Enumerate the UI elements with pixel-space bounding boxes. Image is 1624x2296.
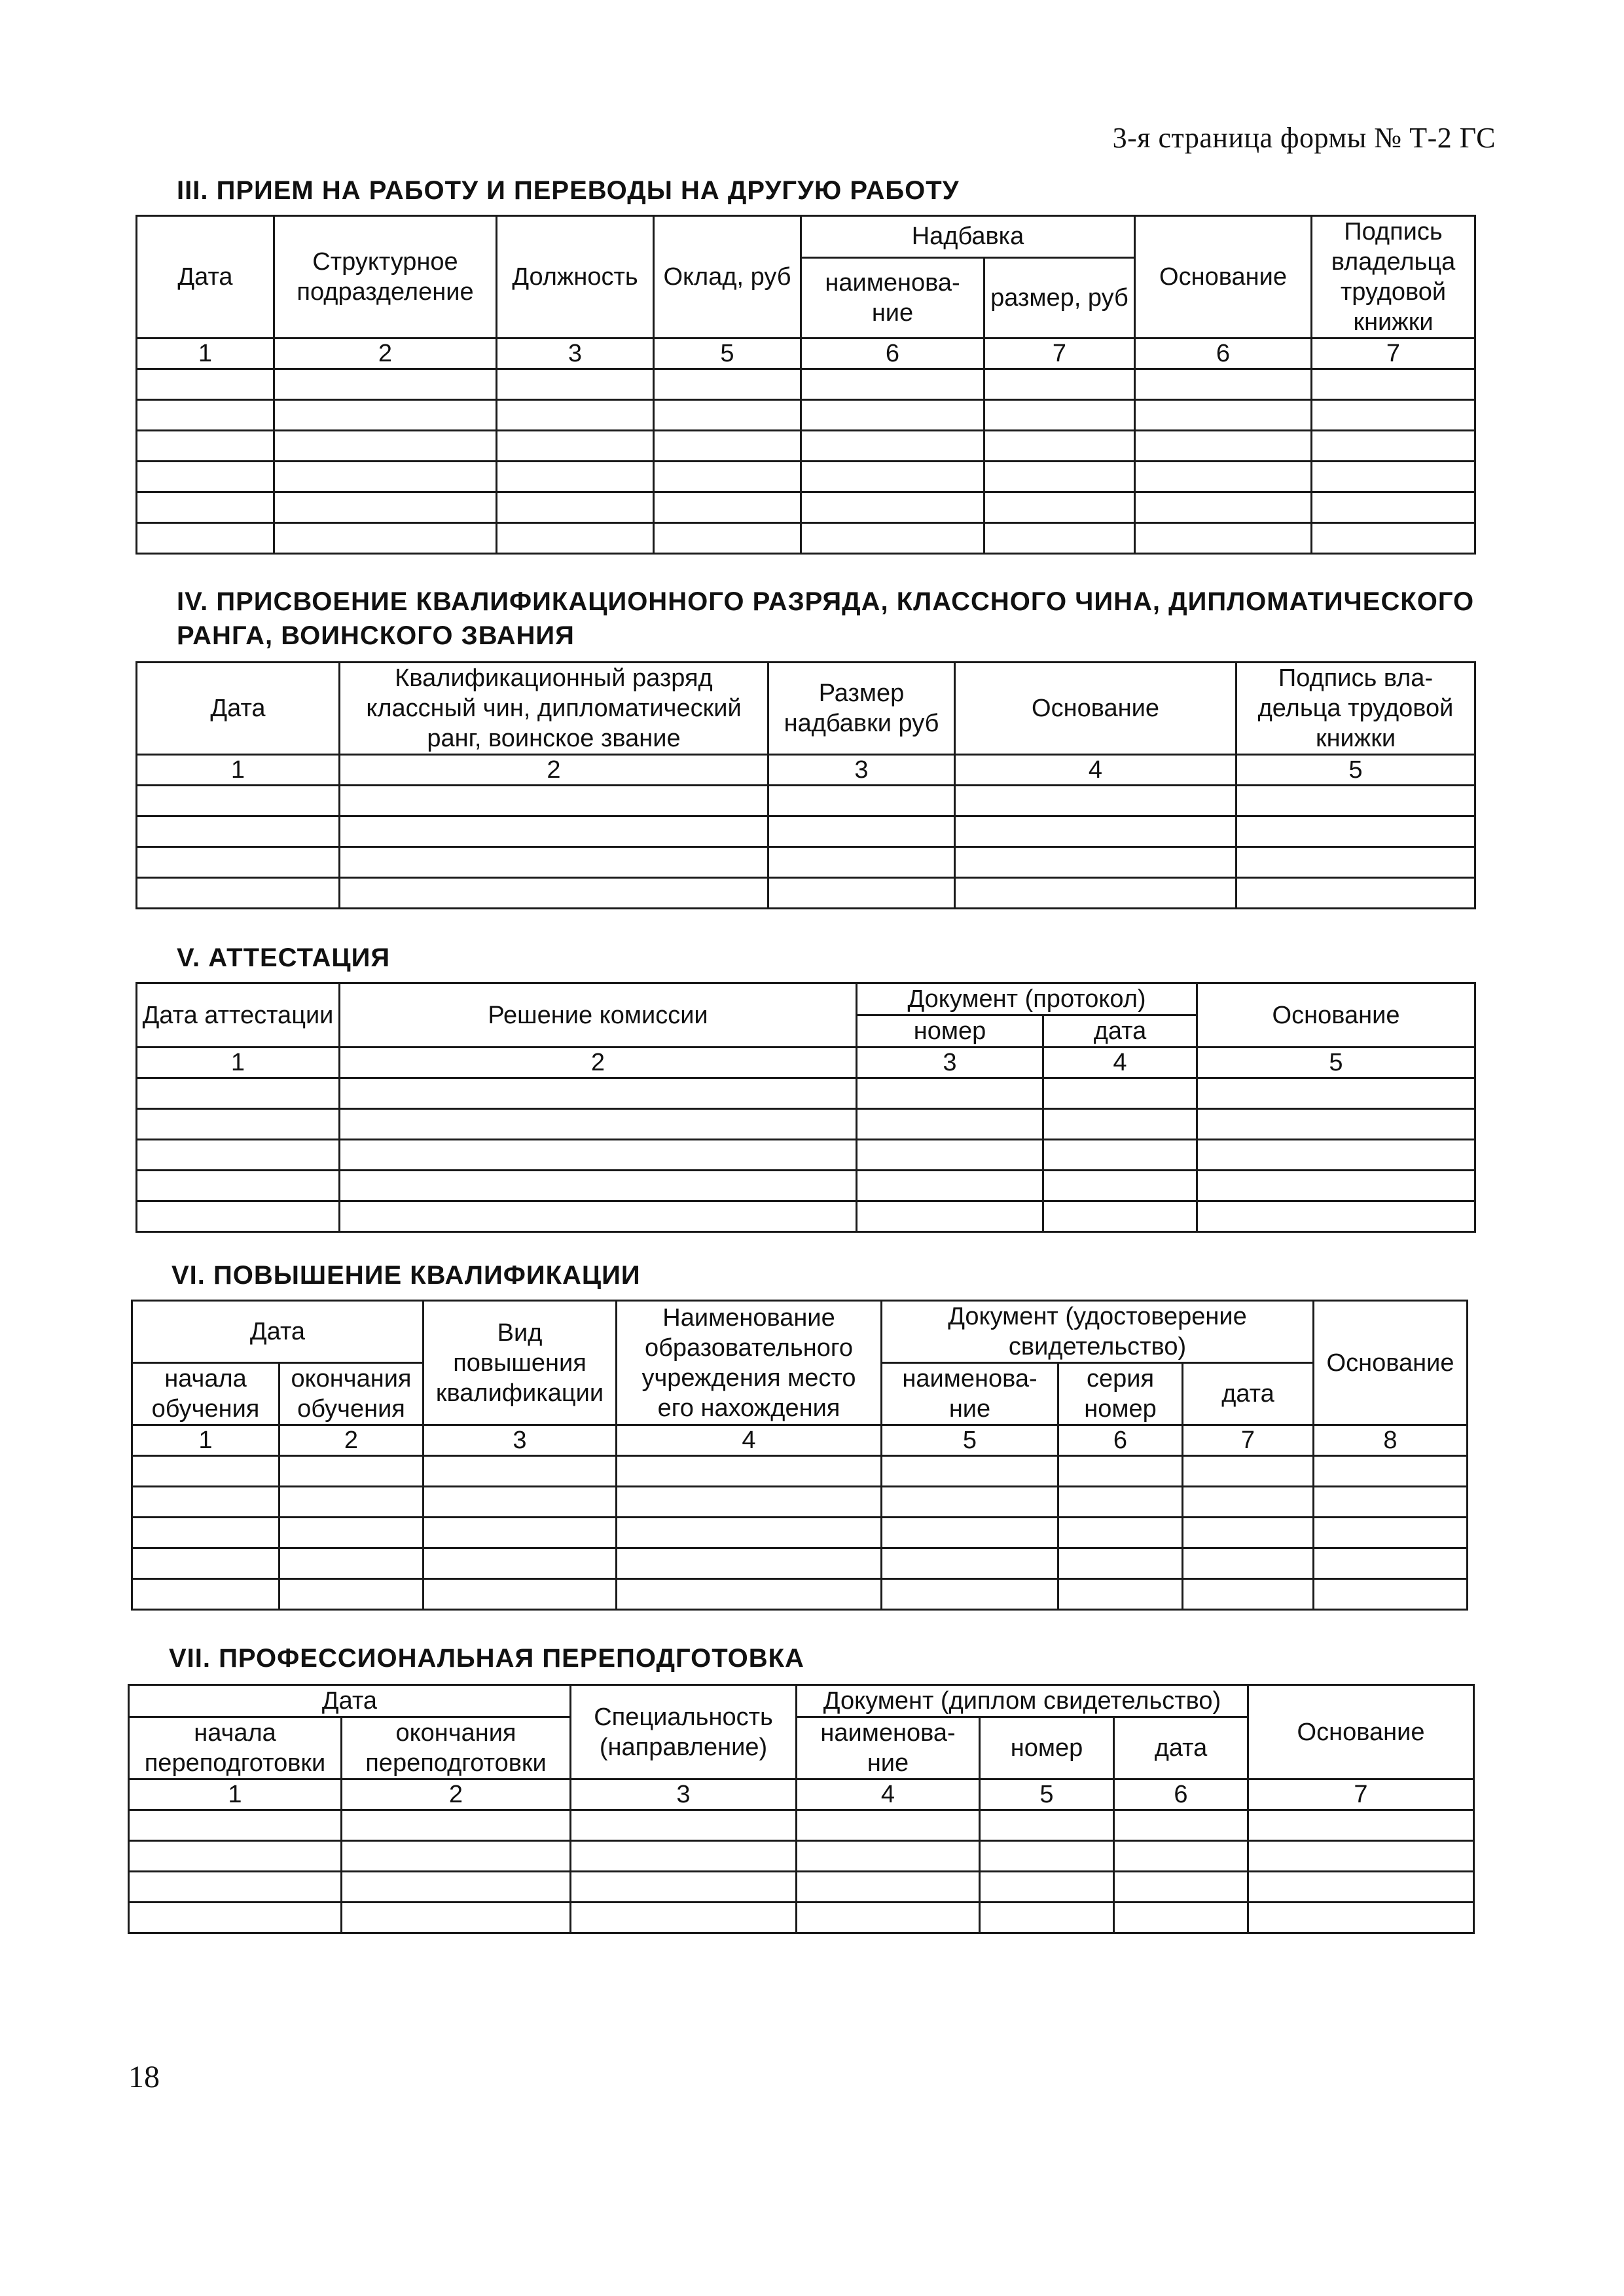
- table-row: [132, 1548, 1468, 1579]
- empty-cell[interactable]: [137, 462, 274, 492]
- empty-cell[interactable]: [654, 523, 801, 554]
- empty-cell[interactable]: [340, 1140, 857, 1171]
- header-cell: наименова-ние: [797, 1717, 980, 1779]
- section-3-title: III. ПРИЕМ НА РАБОТУ И ПЕРЕВОДЫ НА ДРУГУЮ РАБОТУ: [177, 176, 960, 205]
- header-cell: Подпись вла-дельца трудовой книжки: [1236, 663, 1475, 755]
- empty-cell[interactable]: [1236, 847, 1475, 878]
- column-number-row: [132, 1425, 1468, 1456]
- empty-cell[interactable]: [1248, 1810, 1474, 1841]
- column-number: 2: [274, 338, 497, 369]
- empty-cell[interactable]: [1114, 1872, 1248, 1903]
- header-cell: размер, руб: [984, 257, 1135, 338]
- empty-cell[interactable]: [1058, 1456, 1183, 1487]
- header-cell: Размер надбавки руб: [768, 663, 955, 755]
- table-row: [132, 1579, 1468, 1610]
- column-number-row: [137, 338, 1475, 369]
- column-number-row: [137, 755, 1475, 786]
- column-number: 7: [1183, 1425, 1314, 1456]
- empty-cell[interactable]: [617, 1487, 882, 1518]
- empty-cell[interactable]: [1183, 1456, 1314, 1487]
- empty-cell[interactable]: [1248, 1903, 1474, 1933]
- empty-cell[interactable]: [1314, 1548, 1468, 1579]
- empty-cell[interactable]: [654, 492, 801, 523]
- header-cell: Квалификационный разряд классный чин, дипломатический ранг, воинское звание: [340, 663, 768, 755]
- empty-cell[interactable]: [274, 462, 497, 492]
- empty-cell[interactable]: [137, 1171, 340, 1201]
- header-cell: Основание: [955, 663, 1236, 755]
- table-row: [129, 1841, 1474, 1872]
- header-cell: Основание: [1197, 983, 1475, 1048]
- empty-cell[interactable]: [137, 878, 340, 909]
- table-row: [137, 523, 1475, 554]
- empty-cell[interactable]: [340, 786, 768, 816]
- empty-cell[interactable]: [955, 816, 1236, 847]
- empty-cell[interactable]: [984, 462, 1135, 492]
- empty-cell[interactable]: [984, 492, 1135, 523]
- empty-cell[interactable]: [654, 400, 801, 431]
- column-number: 1: [137, 755, 340, 786]
- table-row: [137, 1078, 1475, 1109]
- table-row: [137, 431, 1475, 462]
- empty-cell[interactable]: [137, 523, 274, 554]
- column-number-row: [137, 1048, 1475, 1078]
- column-number: 6: [1135, 338, 1312, 369]
- column-number-row: [129, 1779, 1474, 1810]
- empty-cell[interactable]: [1135, 369, 1312, 400]
- empty-cell[interactable]: [424, 1456, 617, 1487]
- empty-cell[interactable]: [137, 400, 274, 431]
- table-row: [137, 1201, 1475, 1232]
- empty-cell[interactable]: [955, 847, 1236, 878]
- empty-cell[interactable]: [955, 786, 1236, 816]
- empty-cell[interactable]: [280, 1518, 424, 1548]
- header-cell: Решение комиссии: [340, 983, 857, 1048]
- empty-cell[interactable]: [654, 462, 801, 492]
- header-cell: Дата: [137, 663, 340, 755]
- header-row: [137, 983, 1475, 1015]
- table-row: [137, 462, 1475, 492]
- empty-cell[interactable]: [1197, 1171, 1475, 1201]
- empty-cell[interactable]: [497, 400, 654, 431]
- empty-cell[interactable]: [274, 492, 497, 523]
- header-row: [137, 216, 1475, 258]
- column-number: 5: [1236, 755, 1475, 786]
- empty-cell[interactable]: [617, 1456, 882, 1487]
- empty-cell[interactable]: [1312, 400, 1475, 431]
- empty-cell[interactable]: [1312, 431, 1475, 462]
- empty-cell[interactable]: [797, 1903, 980, 1933]
- empty-cell[interactable]: [497, 523, 654, 554]
- empty-cell[interactable]: [274, 369, 497, 400]
- empty-cell[interactable]: [1312, 492, 1475, 523]
- empty-cell[interactable]: [1058, 1548, 1183, 1579]
- empty-cell[interactable]: [497, 492, 654, 523]
- empty-cell[interactable]: [1043, 1109, 1197, 1140]
- empty-cell[interactable]: [1183, 1579, 1314, 1610]
- header-cell: Основание: [1314, 1301, 1468, 1425]
- header-row: [132, 1301, 1468, 1363]
- empty-cell[interactable]: [132, 1487, 280, 1518]
- header-cell: Документ (протокол): [857, 983, 1197, 1015]
- empty-cell[interactable]: [342, 1810, 571, 1841]
- header-cell: Документ (удостоверение свидетельство): [882, 1301, 1314, 1363]
- empty-cell[interactable]: [340, 816, 768, 847]
- empty-cell[interactable]: [984, 431, 1135, 462]
- empty-cell[interactable]: [801, 492, 984, 523]
- table-row: [137, 369, 1475, 400]
- empty-cell[interactable]: [617, 1518, 882, 1548]
- column-number: 1: [137, 1048, 340, 1078]
- empty-cell[interactable]: [342, 1903, 571, 1933]
- empty-cell[interactable]: [1114, 1810, 1248, 1841]
- column-number: 7: [1248, 1779, 1474, 1810]
- empty-cell[interactable]: [1248, 1872, 1474, 1903]
- column-number: 1: [132, 1425, 280, 1456]
- empty-cell[interactable]: [132, 1518, 280, 1548]
- empty-cell[interactable]: [280, 1456, 424, 1487]
- empty-cell[interactable]: [280, 1487, 424, 1518]
- empty-cell[interactable]: [1043, 1171, 1197, 1201]
- table-row: [137, 492, 1475, 523]
- empty-cell[interactable]: [129, 1872, 342, 1903]
- empty-cell[interactable]: [801, 462, 984, 492]
- empty-cell[interactable]: [340, 1171, 857, 1201]
- empty-cell[interactable]: [340, 847, 768, 878]
- empty-cell[interactable]: [955, 878, 1236, 909]
- empty-cell[interactable]: [1197, 1078, 1475, 1109]
- empty-cell[interactable]: [1314, 1456, 1468, 1487]
- empty-cell[interactable]: [980, 1903, 1114, 1933]
- header-cell: номер: [980, 1717, 1114, 1779]
- header-cell: Документ (диплом свидетельство): [797, 1685, 1248, 1717]
- header-row: [129, 1685, 1474, 1717]
- header-cell: Дата: [132, 1301, 424, 1363]
- empty-cell[interactable]: [980, 1841, 1114, 1872]
- table-row: [137, 786, 1475, 816]
- empty-cell[interactable]: [857, 1201, 1043, 1232]
- empty-cell[interactable]: [882, 1579, 1058, 1610]
- empty-cell[interactable]: [882, 1487, 1058, 1518]
- header-cell: Дата: [129, 1685, 571, 1717]
- empty-cell[interactable]: [1114, 1903, 1248, 1933]
- empty-cell[interactable]: [137, 369, 274, 400]
- empty-cell[interactable]: [617, 1548, 882, 1579]
- empty-cell[interactable]: [137, 431, 274, 462]
- empty-cell[interactable]: [1183, 1548, 1314, 1579]
- header-cell: Основание: [1135, 216, 1312, 338]
- header-cell: дата: [1114, 1717, 1248, 1779]
- empty-cell[interactable]: [1043, 1201, 1197, 1232]
- column-number: 4: [617, 1425, 882, 1456]
- header-cell: Надбавка: [801, 216, 1135, 258]
- page-number: 18: [128, 2060, 160, 2094]
- empty-cell[interactable]: [1135, 431, 1312, 462]
- empty-cell[interactable]: [984, 523, 1135, 554]
- empty-cell[interactable]: [1197, 1140, 1475, 1171]
- header-cell: Структурное подразделение: [274, 216, 497, 338]
- empty-cell[interactable]: [1135, 523, 1312, 554]
- section-5-title: V. АТТЕСТАЦИЯ: [177, 943, 391, 972]
- column-number: 4: [797, 1779, 980, 1810]
- empty-cell[interactable]: [137, 492, 274, 523]
- empty-cell[interactable]: [497, 431, 654, 462]
- header-cell: Дата аттестации: [137, 983, 340, 1048]
- empty-cell[interactable]: [274, 523, 497, 554]
- section-7-title: VII. ПРОФЕССИОНАЛЬНАЯ ПЕРЕПОДГОТОВКА: [169, 1644, 804, 1673]
- column-number: 6: [1058, 1425, 1183, 1456]
- empty-cell[interactable]: [1058, 1579, 1183, 1610]
- empty-cell[interactable]: [654, 369, 801, 400]
- table-row: [132, 1456, 1468, 1487]
- table-row: [129, 1810, 1474, 1841]
- empty-cell[interactable]: [857, 1078, 1043, 1109]
- empty-cell[interactable]: [1043, 1078, 1197, 1109]
- column-number: 5: [980, 1779, 1114, 1810]
- empty-cell[interactable]: [984, 400, 1135, 431]
- empty-cell[interactable]: [497, 462, 654, 492]
- empty-cell[interactable]: [1312, 369, 1475, 400]
- empty-cell[interactable]: [571, 1810, 797, 1841]
- empty-cell[interactable]: [137, 1201, 340, 1232]
- empty-cell[interactable]: [132, 1456, 280, 1487]
- header-cell: Оклад, руб: [654, 216, 801, 338]
- table-row: [137, 400, 1475, 431]
- empty-cell[interactable]: [980, 1810, 1114, 1841]
- empty-cell[interactable]: [274, 431, 497, 462]
- header-cell: окончания переподготовки: [342, 1717, 571, 1779]
- empty-cell[interactable]: [274, 400, 497, 431]
- column-number: 3: [497, 338, 654, 369]
- empty-cell[interactable]: [882, 1518, 1058, 1548]
- empty-cell[interactable]: [342, 1872, 571, 1903]
- empty-cell[interactable]: [137, 847, 340, 878]
- table-row: [132, 1487, 1468, 1518]
- empty-cell[interactable]: [797, 1810, 980, 1841]
- empty-cell[interactable]: [980, 1872, 1114, 1903]
- empty-cell[interactable]: [617, 1579, 882, 1610]
- empty-cell[interactable]: [1043, 1140, 1197, 1171]
- table-row: [137, 1140, 1475, 1171]
- empty-cell[interactable]: [768, 878, 955, 909]
- empty-cell[interactable]: [497, 369, 654, 400]
- empty-cell[interactable]: [132, 1548, 280, 1579]
- empty-cell[interactable]: [137, 816, 340, 847]
- column-number: 2: [340, 1048, 857, 1078]
- empty-cell[interactable]: [571, 1872, 797, 1903]
- header-cell: Дата: [137, 216, 274, 338]
- empty-cell[interactable]: [571, 1903, 797, 1933]
- empty-cell[interactable]: [1114, 1841, 1248, 1872]
- empty-cell[interactable]: [1248, 1841, 1474, 1872]
- section-7-table: [128, 1684, 1475, 1934]
- column-number: 2: [340, 755, 768, 786]
- empty-cell[interactable]: [340, 1109, 857, 1140]
- empty-cell[interactable]: [132, 1579, 280, 1610]
- table-row: [132, 1518, 1468, 1548]
- section-6-title: VI. ПОВЫШЕНИЕ КВАЛИФИКАЦИИ: [171, 1261, 641, 1290]
- header-cell: Специальность (направление): [571, 1685, 797, 1779]
- section-3-table: [135, 215, 1476, 555]
- empty-cell[interactable]: [340, 1078, 857, 1109]
- header-cell: Подпись владельца трудовой книжки: [1312, 216, 1475, 338]
- table-row: [137, 1171, 1475, 1201]
- empty-cell[interactable]: [424, 1518, 617, 1548]
- empty-cell[interactable]: [801, 400, 984, 431]
- empty-cell[interactable]: [340, 1201, 857, 1232]
- empty-cell[interactable]: [797, 1841, 980, 1872]
- section-6-table: [131, 1300, 1468, 1611]
- column-number: 3: [424, 1425, 617, 1456]
- empty-cell[interactable]: [768, 786, 955, 816]
- column-number: 4: [1043, 1048, 1197, 1078]
- empty-cell[interactable]: [768, 847, 955, 878]
- column-number: 5: [654, 338, 801, 369]
- empty-cell[interactable]: [768, 816, 955, 847]
- table-row: [137, 878, 1475, 909]
- column-number: 1: [137, 338, 274, 369]
- empty-cell[interactable]: [857, 1140, 1043, 1171]
- empty-cell[interactable]: [857, 1171, 1043, 1201]
- empty-cell[interactable]: [1197, 1109, 1475, 1140]
- empty-cell[interactable]: [1183, 1518, 1314, 1548]
- header-cell: наименова-ние: [801, 257, 984, 338]
- empty-cell[interactable]: [1314, 1487, 1468, 1518]
- column-number: 5: [1197, 1048, 1475, 1078]
- empty-cell[interactable]: [1135, 462, 1312, 492]
- column-number: 3: [571, 1779, 797, 1810]
- section-4-table: [135, 661, 1476, 909]
- empty-cell[interactable]: [882, 1456, 1058, 1487]
- empty-cell[interactable]: [342, 1841, 571, 1872]
- header-cell: Основание: [1248, 1685, 1474, 1779]
- empty-cell[interactable]: [137, 1109, 340, 1140]
- empty-cell[interactable]: [1312, 523, 1475, 554]
- empty-cell[interactable]: [129, 1841, 342, 1872]
- header-cell: Наименование образовательного учреждения место его нахождения: [617, 1301, 882, 1425]
- column-number: 1: [129, 1779, 342, 1810]
- header-cell: начала обучения: [132, 1363, 280, 1425]
- column-number: 5: [882, 1425, 1058, 1456]
- column-number: 3: [857, 1048, 1043, 1078]
- column-number: 2: [342, 1779, 571, 1810]
- table-row: [137, 847, 1475, 878]
- header-cell: начала переподготовки: [129, 1717, 342, 1779]
- header-cell: дата: [1043, 1015, 1197, 1048]
- empty-cell[interactable]: [424, 1579, 617, 1610]
- column-number: 6: [1114, 1779, 1248, 1810]
- table-row: [137, 1109, 1475, 1140]
- empty-cell[interactable]: [882, 1548, 1058, 1579]
- empty-cell[interactable]: [1314, 1579, 1468, 1610]
- empty-cell[interactable]: [1058, 1518, 1183, 1548]
- empty-cell[interactable]: [1236, 878, 1475, 909]
- empty-cell[interactable]: [137, 1078, 340, 1109]
- empty-cell[interactable]: [1236, 786, 1475, 816]
- empty-cell[interactable]: [1312, 462, 1475, 492]
- table-row: [129, 1872, 1474, 1903]
- empty-cell[interactable]: [801, 523, 984, 554]
- table-row: [137, 816, 1475, 847]
- header-cell: окончания обучения: [280, 1363, 424, 1425]
- header-row: [137, 663, 1475, 755]
- empty-cell[interactable]: [424, 1487, 617, 1518]
- empty-cell[interactable]: [801, 431, 984, 462]
- empty-cell[interactable]: [797, 1872, 980, 1903]
- table-row: [129, 1903, 1474, 1933]
- empty-cell[interactable]: [1236, 816, 1475, 847]
- empty-cell[interactable]: [984, 369, 1135, 400]
- column-number: 4: [955, 755, 1236, 786]
- header-cell: номер: [857, 1015, 1043, 1048]
- header-cell: серия номер: [1058, 1363, 1183, 1425]
- empty-cell[interactable]: [1183, 1487, 1314, 1518]
- column-number: 7: [1312, 338, 1475, 369]
- empty-cell[interactable]: [137, 1140, 340, 1171]
- empty-cell[interactable]: [129, 1903, 342, 1933]
- empty-cell[interactable]: [801, 369, 984, 400]
- empty-cell[interactable]: [137, 786, 340, 816]
- header-cell: Вид повышения квалификации: [424, 1301, 617, 1425]
- column-number: 7: [984, 338, 1135, 369]
- column-number: 3: [768, 755, 955, 786]
- empty-cell[interactable]: [654, 431, 801, 462]
- column-number: 8: [1314, 1425, 1468, 1456]
- empty-cell[interactable]: [1135, 492, 1312, 523]
- section-5-table: [135, 982, 1476, 1233]
- form-label: 3-я страница формы № Т-2 ГС: [1112, 122, 1496, 154]
- header-cell: дата: [1183, 1363, 1314, 1425]
- empty-cell[interactable]: [1058, 1487, 1183, 1518]
- column-number: 2: [280, 1425, 424, 1456]
- column-number: 6: [801, 338, 984, 369]
- empty-cell[interactable]: [424, 1548, 617, 1579]
- header-cell: Должность: [497, 216, 654, 338]
- header-cell: наименова-ние: [882, 1363, 1058, 1425]
- empty-cell[interactable]: [571, 1841, 797, 1872]
- empty-cell[interactable]: [1314, 1518, 1468, 1548]
- empty-cell[interactable]: [280, 1579, 424, 1610]
- empty-cell[interactable]: [1197, 1201, 1475, 1232]
- empty-cell[interactable]: [280, 1548, 424, 1579]
- empty-cell[interactable]: [857, 1109, 1043, 1140]
- empty-cell[interactable]: [340, 878, 768, 909]
- empty-cell[interactable]: [129, 1810, 342, 1841]
- empty-cell[interactable]: [1135, 400, 1312, 431]
- section-4-title: IV. ПРИСВОЕНИЕ КВАЛИФИКАЦИОННОГО РАЗРЯДА, КЛАССНОГО ЧИНА, ДИПЛОМАТИЧЕСКОГО РАНГА, ВОИНСКОГО ЗВАНИЯ: [177, 587, 1475, 650]
